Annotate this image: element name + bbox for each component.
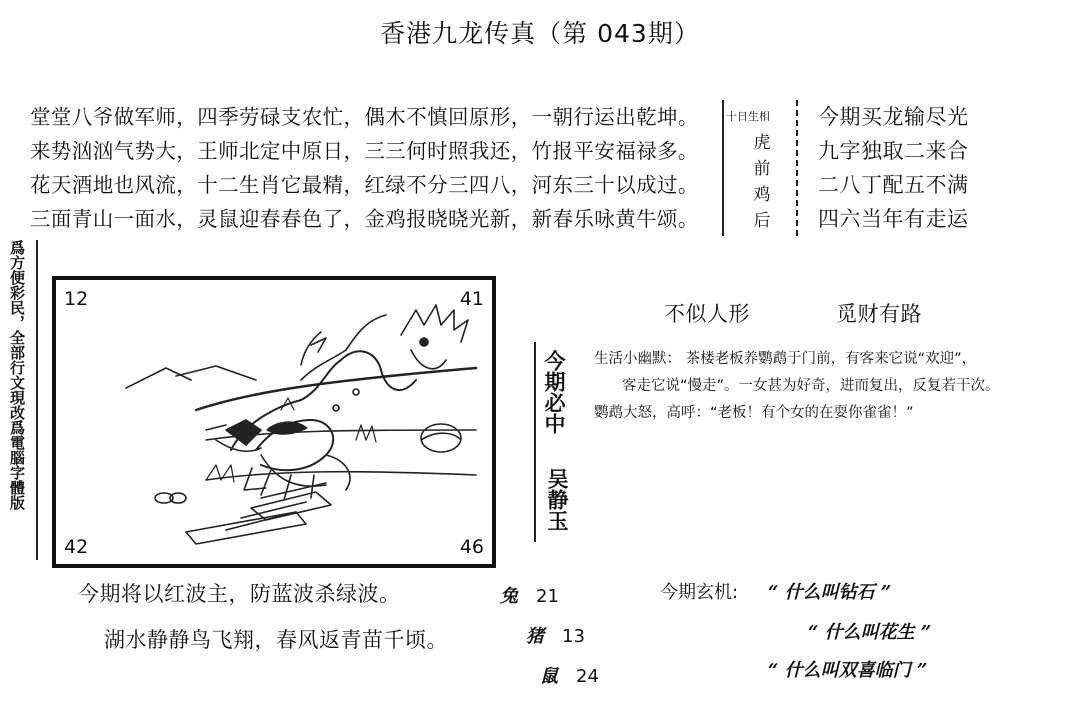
zodiac-label: 鼠 (540, 666, 558, 687)
zodiac-number: 13 (562, 626, 585, 647)
corner-number-bottom-right: 46 (459, 536, 484, 558)
dragon-illustration (56, 280, 492, 564)
rhyme-block (818, 100, 1068, 236)
must-win-name-text: 吴静玉 (545, 468, 569, 531)
zodiac-label: 兔 (500, 586, 518, 607)
caption-right: 觅财有路 (836, 302, 922, 326)
rhyme-line: 九字独取二来合 (818, 139, 969, 163)
zodiac-char: 后 (753, 211, 771, 231)
zodiac-box (712, 100, 804, 236)
poem-line: 堂堂八爷做军师，四季劳碌支农忙，偶木不慎回原形，一朝行运出乾坤。 (30, 105, 699, 129)
humor-line: 客走它说“慢走”。一女甚为好奇，进而复出，反复若干次。 (622, 378, 1000, 394)
rhyme-line: 二八丁配五不满 (818, 173, 969, 197)
box-border-right (796, 100, 798, 236)
illustration-frame (52, 276, 496, 568)
zodiac-char: 前 (753, 159, 771, 179)
poem-line: 花天酒地也风流，十二生肖它最精，红绿不分三四八，河东三十以成过。 (30, 173, 699, 197)
zodiac-number: 21 (536, 586, 559, 607)
poem-block (30, 100, 710, 236)
animal-row (526, 622, 585, 648)
zodiac-char: 虎 (753, 133, 771, 153)
poem-line: 来势汹汹气势大，王师北定中原日，三三何时照我还，竹报平安福禄多。 (30, 139, 699, 163)
corner-number-bottom-left: 42 (64, 536, 89, 558)
corner-number-top-left: 12 (64, 288, 89, 310)
zodiac-char: 鸡 (753, 185, 771, 205)
zodiac-label: 猪 (526, 626, 544, 647)
animal-row (500, 582, 559, 608)
box-border-left (722, 100, 724, 236)
vertical-notice (8, 240, 42, 590)
zodiac-number: 24 (576, 666, 599, 687)
animal-row (540, 662, 599, 688)
page-title: 香港九龙传真（第 043期） (380, 19, 700, 48)
zodiac-box-chars (750, 130, 774, 234)
must-win-label (542, 350, 568, 434)
must-win-label-text: 今期必中 (542, 350, 566, 434)
hint-line-2: 湖水静静鸟飞翔，春风返青苗千顷。 (104, 628, 448, 652)
must-win-name (545, 468, 571, 531)
poem-line: 三面青山一面水，灵鼠迎春春色了，金鸡报晓晓光新，新春乐咏黄牛颂。 (30, 207, 699, 231)
caption-left: 不似人形 (664, 302, 750, 326)
humor-line: 生活小幽默： 茶楼老板养鹦鹉于门前，有客来它说“欢迎”， (594, 351, 977, 367)
rhyme-line: 四六当年有走运 (818, 207, 969, 231)
vertical-notice-text: 爲方便彩民，全部行文現改爲電腦字體版 (8, 240, 26, 510)
corner-number-top-right: 41 (459, 288, 484, 310)
humor-block (594, 346, 1064, 427)
rhyme-line: 今期买龙输尽光 (818, 105, 969, 129)
vertical-divider (36, 240, 38, 560)
riddle-line: “ 什么叫双喜临门 ” (768, 660, 928, 681)
zodiac-box-heading: 十日生相 (726, 110, 770, 123)
riddle-label: 今期玄机: (660, 582, 739, 603)
humor-line: 鹦鹉大怒，高呼：“老板！有个女的在耍你雀雀！” (594, 405, 914, 421)
riddle-line: “ 什么叫花生 ” (808, 622, 932, 643)
must-win-box (534, 342, 580, 542)
riddle-line: “ 什么叫钻石 ” (768, 582, 892, 603)
hint-line-1: 今期将以红波主，防蓝波杀绿波。 (78, 582, 401, 606)
